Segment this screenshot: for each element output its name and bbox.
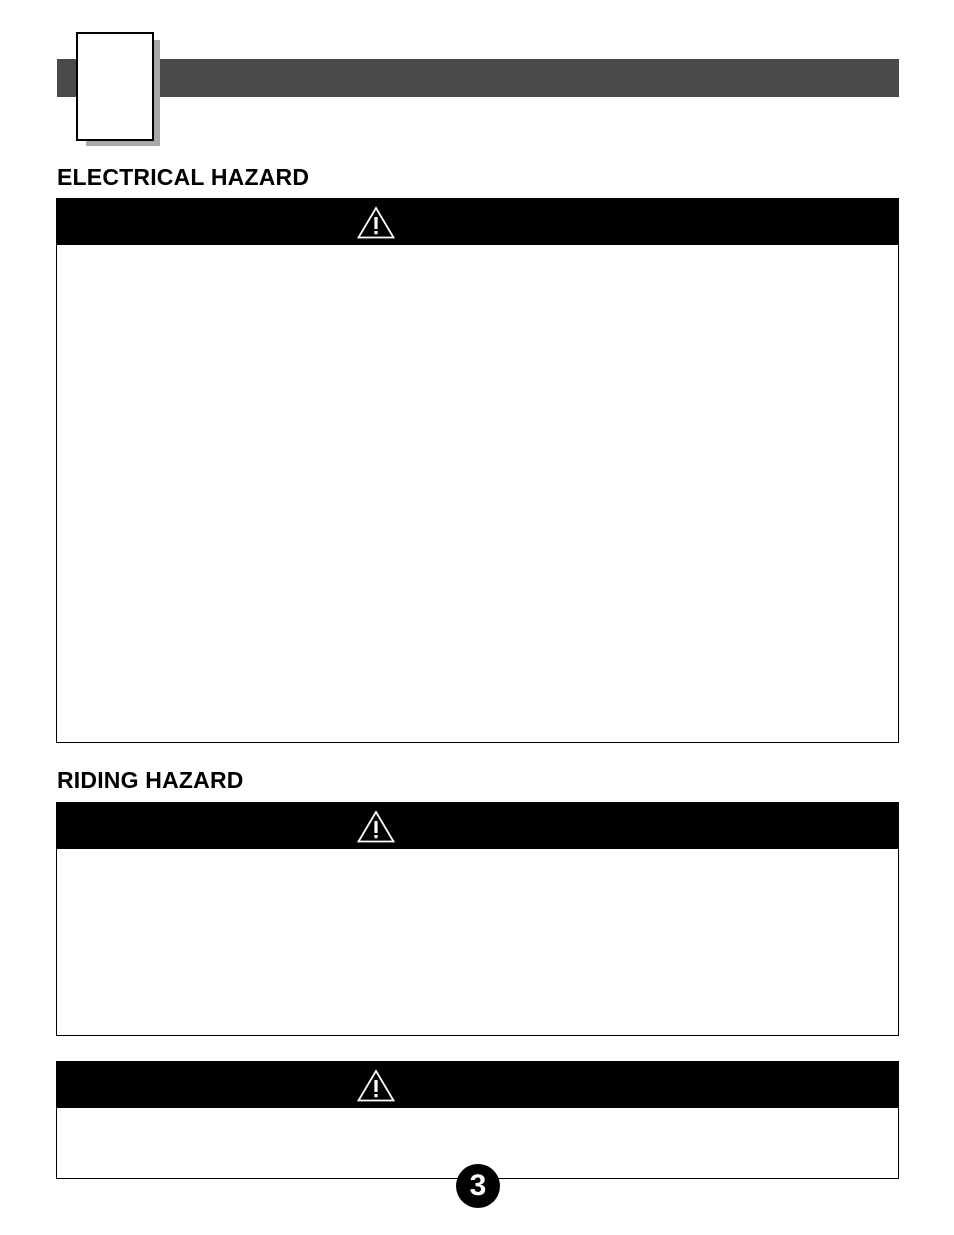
warning-triangle-icon [357, 206, 395, 239]
page-number: 3 [456, 1164, 500, 1208]
warning-bar [57, 803, 898, 849]
riding-warning-box [56, 802, 899, 1036]
header-bar [57, 59, 899, 97]
warning-triangle-icon [357, 810, 395, 843]
riding-hazard-heading: RIDING HAZARD [57, 767, 244, 793]
chapter-tab [76, 32, 154, 141]
electrical-warning-box [56, 198, 899, 743]
warning-triangle-icon [357, 1069, 395, 1102]
warning-bar [57, 199, 898, 245]
warning-bar [57, 1062, 898, 1108]
electrical-hazard-heading: ELECTRICAL HAZARD [57, 164, 310, 190]
additional-warning-box [56, 1061, 899, 1179]
